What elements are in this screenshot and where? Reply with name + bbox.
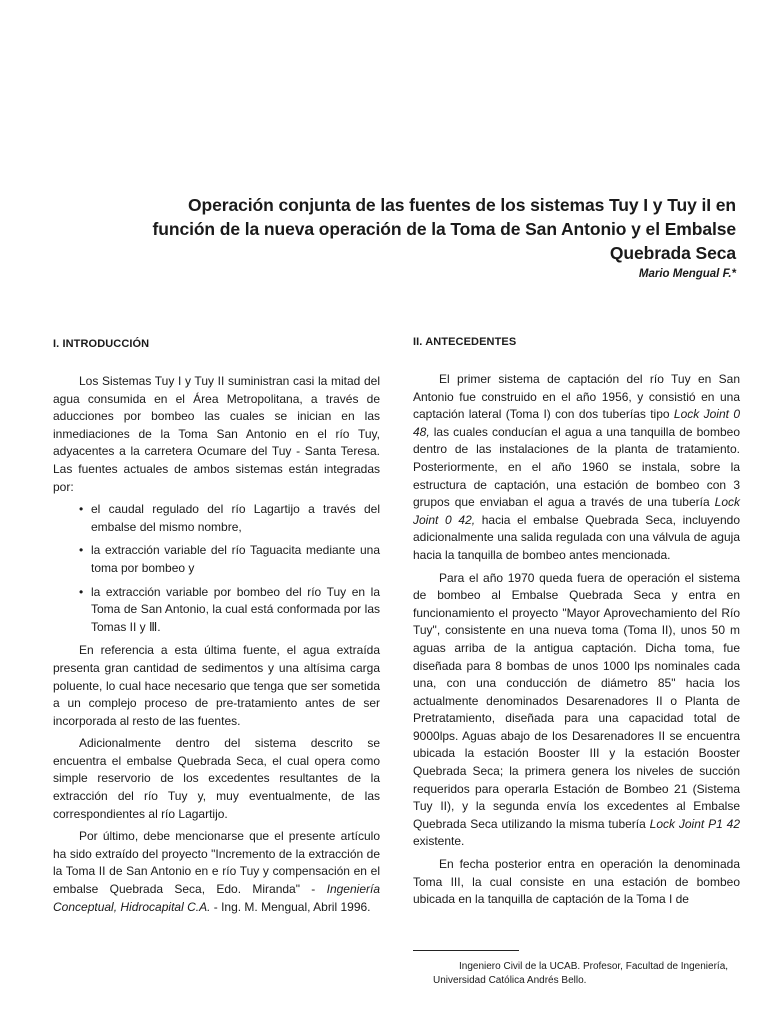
source-italic: Ingeniería Conceptual, Hidrocapital C.A.: [53, 882, 380, 914]
left-column: [53, 335, 380, 921]
text-run: las cuales conducían el agua a una tanquilla de bombeo dentro de las instalaciones de la planta de tratamiento. Posteriormente, en el año 1960 se instala, sobre la estructura de captación, una estación de bombeo con 3 grupos que enviaban el agua a través de una tubería: [413, 424, 740, 510]
italic-run: Lock Joint P1 42: [649, 816, 740, 831]
text-run: El primer sistema de captación del río Tuy en San Antonio fue construido en el año 1956, y consistió en una captación lateral (Toma I) con dos tuberías tipo: [413, 372, 740, 422]
text-run: existente.: [413, 834, 465, 849]
list-item: • la extracción variable por bombeo del río Tuy en la Toma de San Antonio, la cual está conformada por las Tomas II y Ⅲ.: [91, 584, 380, 637]
list-item: • el caudal regulado del río Lagartijo a través del embalse del mismo nombre,: [91, 501, 380, 536]
italic-run: Lock Joint 0 48,: [413, 407, 740, 439]
italic-run: Lock Joint 0 42,: [413, 495, 740, 527]
body-paragraph: En referencia a esta última fuente, el agua extraída presenta gran cantidad de sedimentos y una altísima carga poluente, lo cual hace necesario que tenga que ser sometida a un complejo proceso de pre-tratamiento antes de ser incorporada al resto de las fuentes.: [53, 643, 380, 728]
sources-list: [53, 501, 380, 636]
source-text: Por último, debe mencionarse que el presente artículo ha sido extraído del proyecto "Incremento de la extracción de la Toma II de San Antonio en e río Tuy y compensación en el embalse Quebrada Seca, Edo. Miranda" -: [53, 829, 380, 897]
list-item: • la extracción variable del río Taguacita mediante una toma por bombeo y: [91, 542, 380, 577]
source-paragraph: [53, 828, 380, 916]
right-column: [413, 335, 740, 914]
body-paragraph: En fecha posterior entra en operación la denominada Toma III, la cual consiste en una estación de bombeo ubicada en la tanquilla de captación de la Toma I de: [413, 857, 740, 907]
footnote-divider: [413, 950, 519, 951]
section-heading-antecedentes: II. ANTECEDENTES: [413, 336, 517, 348]
body-paragraph: [413, 371, 740, 565]
author-footnote: Ingeniero Civil de la UCAB. Profesor, Facultad de Ingeniería, Universidad Católica Andrés Bello.: [433, 961, 729, 986]
section-heading-introduccion: I. INTRODUCCIÓN: [53, 338, 150, 350]
article-title: Operación conjunta de las fuentes de los sistemas Tuy I y Tuy iI en función de la nueva operación de la Toma de San Antonio y el Embalse Quebrada Seca: [152, 195, 736, 263]
body-paragraph: [413, 570, 740, 852]
intro-paragraph: Los Sistemas Tuy I y Tuy II suministran casi la mitad del agua consumida en el Área Metropolitana, a través de aducciones por bombeo las cuales se inician en las inmediaciones de la Toma San Antonio en el río Tuy, adyacentes a la carretera Ocumare del Tuy - Santa Teresa. Las fuentes actuales de ambos sistemas están integradas por:: [53, 374, 380, 494]
body-paragraph: Adicionalmente dentro del sistema descrito se encuentra el embalse Quebrada Seca, el cual opera como simple reservorio de los excedentes resultantes de la extracción del río Tuy y, muy eventualmente, de las correspondientes al río Lagartijo.: [53, 736, 380, 821]
source-text-end: - Ing. M. Mengual, Abril 1996.: [210, 899, 371, 914]
article-author: Mario Mengual F.*: [638, 268, 736, 280]
text-run: Para el año 1970 queda fuera de operación el sistema de bombeo al Embalse Quebrada Seca y entra en funcionamiento el proyecto "Mayor Aprovechamiento del Río Tuy", consistente en una nueva toma (Toma II), unos 50 m aguas arriba de la antigua captación. Dicha toma, fue diseñada para 8 bombas de unos 1000 lps nominales cada una, con una conducción de diámetro 85" hacia los actualmente denominados Desarenadores II o Planta de Pretratamiento, diseñada para una capacidad total de 9000lps. Aguas abajo de los Desarenadores II se encuentra ubicada la estación Booster III y la estación Booster Quebrada Seca; la primera genera los niveles de succión requeridos para operarla Estación de Bombeo 21 (Sistema Tuy II), y la segunda envía los excedentes al Embalse Quebrada Seca utilizando la misma tubería: [413, 570, 740, 831]
text-run: hacia el embalse Quebrada Seca, incluyendo adicionalmente una salida regulada con una válvula de aguja hacia la tanquilla de bombeo antes mencionada.: [413, 512, 740, 562]
